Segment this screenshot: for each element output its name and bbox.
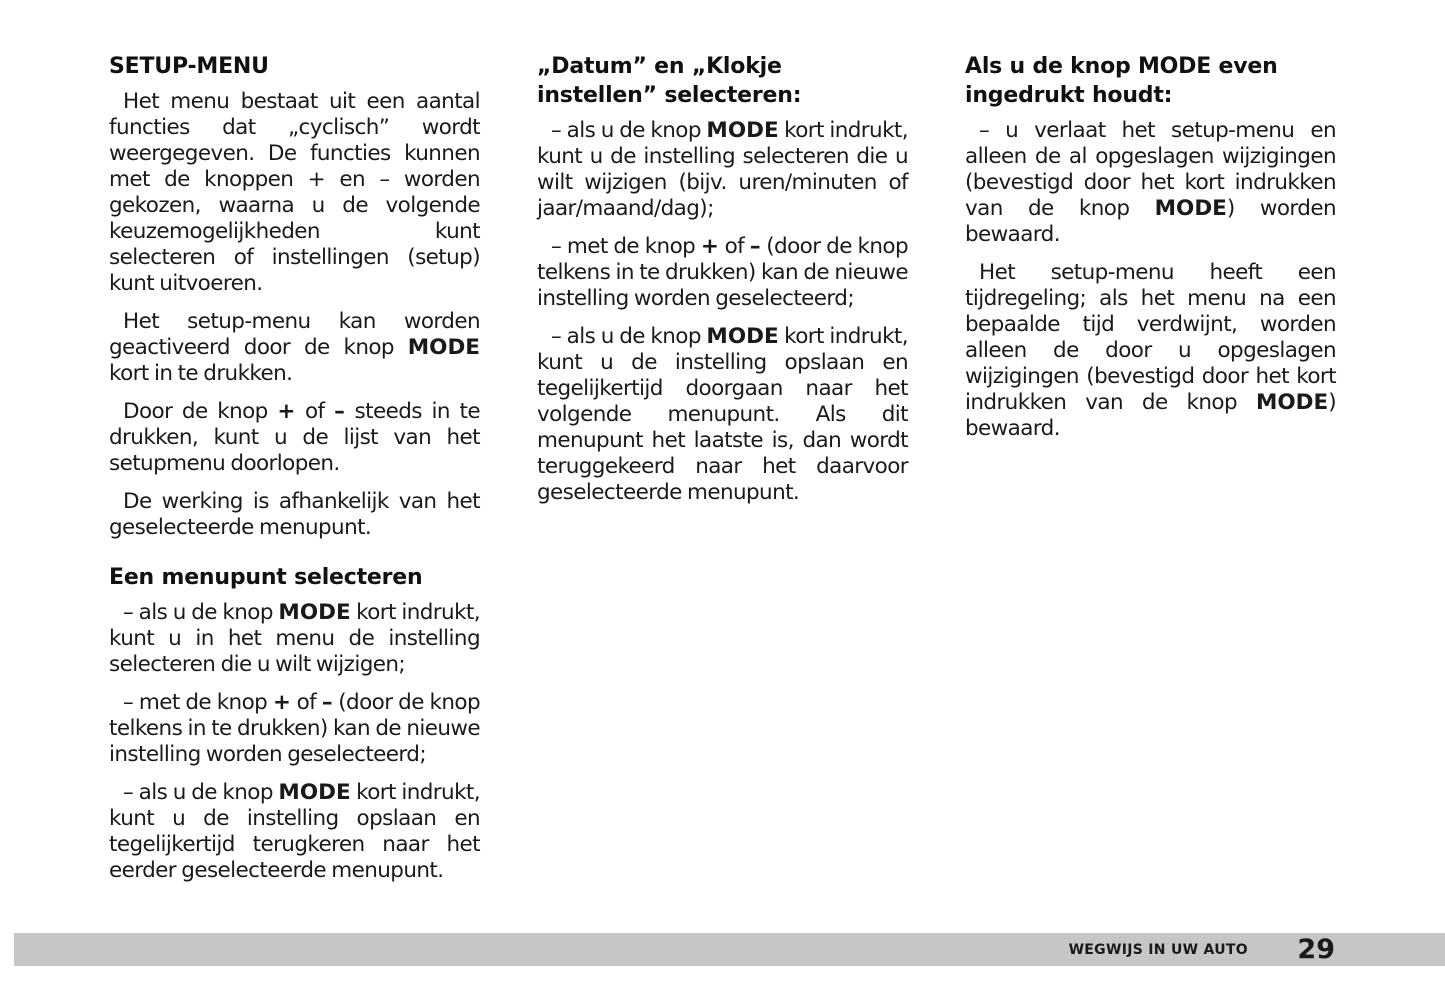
heading-select-menu-item: Een menupunt selecteren: [109, 565, 423, 590]
heading-setup-menu: SETUP-MENU: [109, 54, 269, 79]
list-item-mode-select: – als u de knop MODE kort indrukt, kunt u in het menu de instelling selecteren die u wilt wijzigen;: [109, 600, 480, 677]
list-item-mode-save: – als u de knop MODE kort indrukt, kunt u de instelling opslaan en tegelijkertijd terugkeren naar het eerder geselecteerde menupunt.: [109, 780, 480, 883]
column-2: [537, 52, 908, 518]
paragraph-activate-setup: Het setup-menu kan worden geactiveerd door de knop MODE kort in te drukken.: [109, 309, 480, 386]
list-item-mode-save: – als u de knop MODE kort indrukt, kunt u de instelling opslaan en tegelijkertijd doorgaan naar het volgende menupunt. Als dit menupunt het laatste is, dan wordt teruggekeerd naar het daarvoor geselecteerde menupunt.: [537, 324, 908, 505]
paragraph-timeout: Het setup-menu heeft een tijdregeling; als het menu na een bepaalde tijd verdwijnt, worden alleen de door u opgeslagen wijzigingen (bevestigd door het kort indrukken van de knop MODE) bewaard.: [965, 260, 1336, 441]
heading-date-clock: „Datum” en „Klokje instellen” selecteren:: [537, 54, 802, 108]
list-item-plus-minus: – met de knop + of – (door de knop telkens in te drukken) kan de nieuwe instelling worden geselecteerd;: [109, 690, 480, 767]
footer-bar: [14, 933, 1445, 966]
paragraph-menu-intro: Het menu bestaat uit een aantal functies dat „cyclisch” wordt weergegeven. De functies kunnen met de knoppen + en – worden gekozen, waarna u de volgende keuzemogelijkheden kunt selecteren of instellingen (setup) kunt uitvoeren.: [109, 89, 480, 296]
paragraph-operation-depends: De werking is afhankelijk van het geselecteerde menupunt.: [109, 489, 480, 540]
column-3: [965, 52, 1336, 454]
heading-mode-hold: Als u de knop MODE even ingedrukt houdt:: [965, 54, 1278, 108]
list-item-mode-select: – als u de knop MODE kort indrukt, kunt u de instelling selecteren die u wilt wijzigen (bijv. uren/minuten of jaar/maand/dag);: [537, 118, 908, 221]
list-item-exit-setup: – u verlaat het setup-menu en alleen de al opgeslagen wijzigingen (bevestigd door het kort indrukken van de knop MODE) worden bewaard.: [965, 118, 1336, 247]
paragraph-scroll-list: Door de knop + of – steeds in te drukken, kunt u de lijst van het setupmenu doorlopen.: [109, 399, 480, 476]
column-1: [109, 52, 480, 896]
footer-section-label: WEGWIJS IN UW AUTO: [1068, 942, 1248, 958]
page-number: 29: [1297, 934, 1335, 965]
list-item-plus-minus: – met de knop + of – (door de knop telkens in te drukken) kan de nieuwe instelling worden geselecteerd;: [537, 234, 908, 311]
